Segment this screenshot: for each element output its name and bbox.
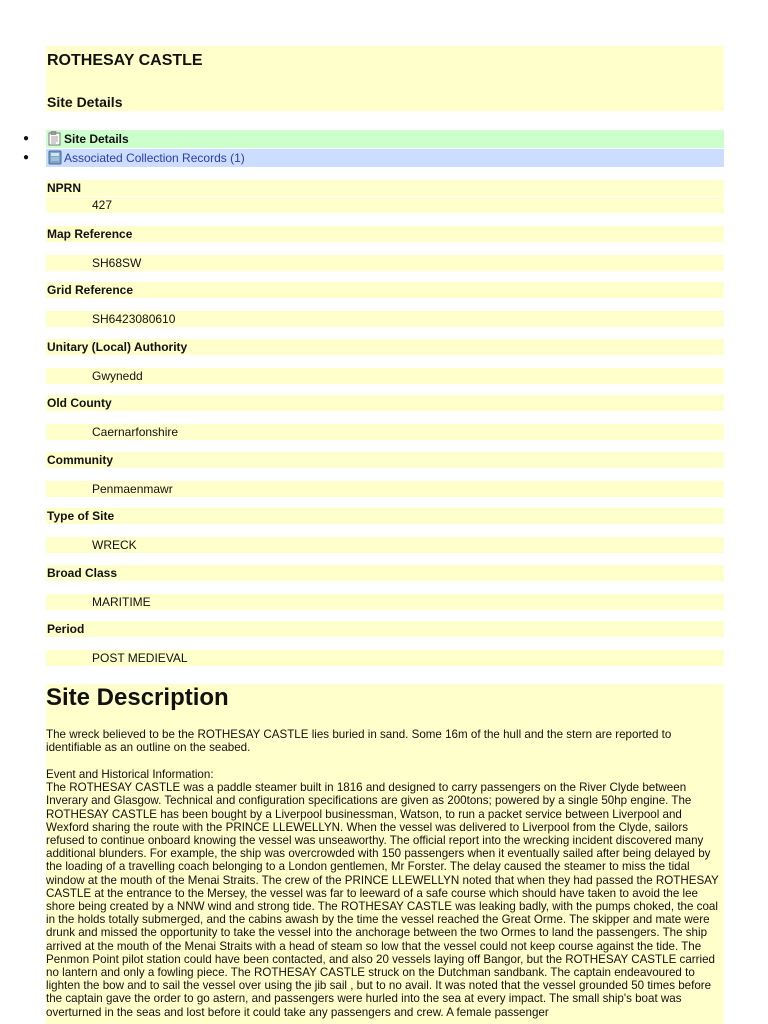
field-value-map-reference: SH68SW xyxy=(46,255,724,271)
description-summary: The wreck believed to be the ROTHESAY CASTLE lies buried in sand. Some 16m of the hull and the stern are reported to identifiable as an outline on the seabed. xyxy=(46,728,672,755)
nav-item-label: Associated Collection Records (1) xyxy=(64,151,245,165)
field-value-period: POST MEDIEVAL xyxy=(46,650,724,666)
event-history xyxy=(46,768,722,1019)
field-label-community: Community xyxy=(46,452,724,468)
field-value-nprn: 427 xyxy=(46,197,724,213)
field-value-type-of-site: WRECK xyxy=(46,537,724,553)
field-label-old-county: Old County xyxy=(46,395,724,411)
event-history-heading: Event and Historical Information: xyxy=(46,768,214,781)
field-value-unitary-authority: Gwynedd xyxy=(46,368,724,384)
bullet-icon: ● xyxy=(23,133,30,144)
collection-icon xyxy=(48,150,62,165)
field-value-community: Penmaenmawr xyxy=(46,481,724,497)
page-title: ROTHESAY CASTLE xyxy=(47,52,203,69)
description-heading: Site Description xyxy=(46,684,229,711)
nav-item-associated-records[interactable] xyxy=(0,149,724,167)
document-icon xyxy=(48,131,62,146)
site-description xyxy=(46,684,724,1024)
title-block xyxy=(46,46,724,111)
bullet-icon: ● xyxy=(23,152,30,163)
field-value-broad-class: MARITIME xyxy=(46,594,724,610)
nav-item-label: Site Details xyxy=(64,132,129,146)
field-label-grid-reference: Grid Reference xyxy=(46,282,724,298)
page-subtitle: Site Details xyxy=(47,94,123,110)
field-label-period: Period xyxy=(46,621,724,637)
field-label-type-of-site: Type of Site xyxy=(46,508,724,524)
field-value-old-county: Caernarfonshire xyxy=(46,424,724,440)
nav-item-site-details[interactable] xyxy=(0,130,724,148)
field-label-map-reference: Map Reference xyxy=(46,226,724,242)
field-value-grid-reference: SH6423080610 xyxy=(46,311,724,327)
field-label-unitary-authority: Unitary (Local) Authority xyxy=(46,339,724,355)
field-label-broad-class: Broad Class xyxy=(46,565,724,581)
field-label-nprn: NPRN xyxy=(46,180,724,196)
nav-highlight xyxy=(46,130,724,148)
event-history-text: The ROTHESAY CASTLE was a paddle steamer built in 1816 and designed to carry passengers on the River Clyde between Inverary and Glasgow. Technical and configuration specifications are given as 200tons; powered by a single 50hp engine. The ROTHESAY CASTLE has been bought by a Liverpool businessman, Watson, to run a packet service between Liverpool and Wexford sharing the route with the PRINCE LLEWELLYN. When the vessel was delivered to Liverpool from the Clyde, sailors refused to continue onboard knowing the vessel was unseaworthy. The official report into the wrecking incident discovered many additional blunders. For example, the ship was overcrowded with 150 passengers when it eventually sailed after being delayed by the loading of a travelling coach belonging to a London gentlemen, Mr Forster. The delay caused the steamer to miss the tidal window at the mouth of the Menai Straits. The crew of the PRINCE LLEWELLYN noted that when they had passed the ROTHESAY CASTLE at the entrance to the Mersey, the vessel was far to leeward of a safe course which should have taken to avoid the lee shore being created by a NNW wind and strong tide. The ROTHESAY CASTLE was leaking badly, with the pumps choked, the coal in the holds totally submerged, and the cabins awash by the time the vessel reached the Great Orme. The skipper and mate were drunk and missed the opportunity to take the vessel into the anchorage between the two Ormes to land the passengers. The ship arrived at the mouth of the Menai Straits with a head of steam so low that the vessel could not keep course against the tide. The Penmon Point pilot station could have been contacted, and also 20 vessels laying off Bangor, but the ROTHESAY CASTLE carried no lantern and only a fowling piece. The ROTHESAY CASTLE struck on the Dutchman sandbank. The captain endeavoured to lighten the bow and to sail the vessel over using the jib sail , but to no avail. It was noted that the vessel grounded 50 times before the captain gave the order to go astern, and passengers were hurled into the sea at every impact. The small ship's boat was overturned in the seas and lost before it could take any passengers and crew. A female passenger xyxy=(46,781,719,1019)
